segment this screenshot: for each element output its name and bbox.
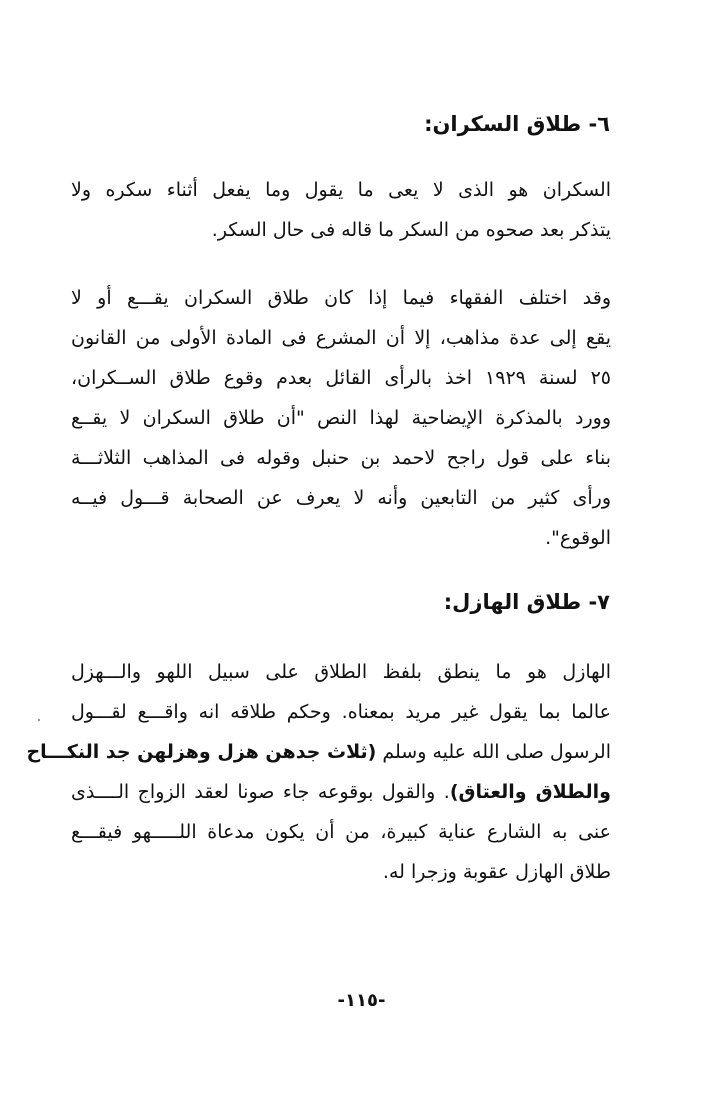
paragraph-line: الهازل هو ما ينطق بلفظ الطلاق على سبيل اللهو والـــهزل <box>71 661 611 683</box>
paragraph-line: يتذكر بعد صحوه من السكر ما قاله فى حال السكر. <box>211 219 611 241</box>
section-6-heading: ٦- طلاق السكران: <box>424 112 610 136</box>
paragraph-line <box>71 772 611 812</box>
paragraph-line: بناء على قول راجح لاحمد بن حنبل وقوله فى المذاهب الثلاثـــة <box>71 447 611 469</box>
hadith-quote: (ثلاث جدهن هزل وهزلهن جد النكـــاح <box>26 741 377 763</box>
paragraph-line: طلاق الهازل عقوبة وزجرا له. <box>382 861 611 883</box>
paragraph-line: عالما بما يقول غير مريد بمعناه. وحكم طلاقه انه واقـــع لقـــول <box>71 701 611 723</box>
paragraph-text: . والقول بوقوعه جاء صونا لعقد الزواج الــــذى <box>71 781 450 803</box>
hadith-quote-end: والطلاق والعتاق) <box>449 781 611 803</box>
paragraph-line: ٢٥ لسنة ١٩٢٩ اخذ بالرأى القائل بعدم وقوع طلاق الســكران، <box>71 367 611 389</box>
paragraph-line: ورأى كثير من التابعين وأنه لا يعرف عن الصحابة قـــول فيــه <box>71 487 611 509</box>
paragraph-line: يقع إلى عدة مذاهب، إلا أن المشرع فى المادة الأولى من القانون <box>71 327 611 349</box>
paragraph-line: عنى به الشارع عناية كبيرة، من أن يكون مدعاة اللـــــهو فيقـــع <box>71 821 611 843</box>
paragraph-line: الوقوع". <box>545 527 611 549</box>
page-number: -١١٥- <box>337 990 386 1011</box>
section-7-heading: ٧- طلاق الهازل: <box>443 590 610 614</box>
paragraph-line: وورد بالمذكرة الإيضاحية لهذا النص "أن طلاق السكران لا يقــع <box>71 407 611 429</box>
section-7-paragraph <box>26 652 611 892</box>
paragraph-line: وقد اختلف الفقهاء فيما إذا كان طلاق السكران يقـــع أو لا <box>71 287 611 309</box>
section-6-paragraph-1 <box>71 170 611 250</box>
section-6-paragraph-2 <box>71 278 611 558</box>
paragraph-text: الرسول صلى الله عليه وسلم <box>376 741 611 763</box>
paragraph-line <box>26 732 611 772</box>
scan-speck <box>38 719 40 721</box>
paragraph-line: السكران هو الذى لا يعى ما يقول وما يفعل أثناء سكره ولا <box>71 179 611 201</box>
